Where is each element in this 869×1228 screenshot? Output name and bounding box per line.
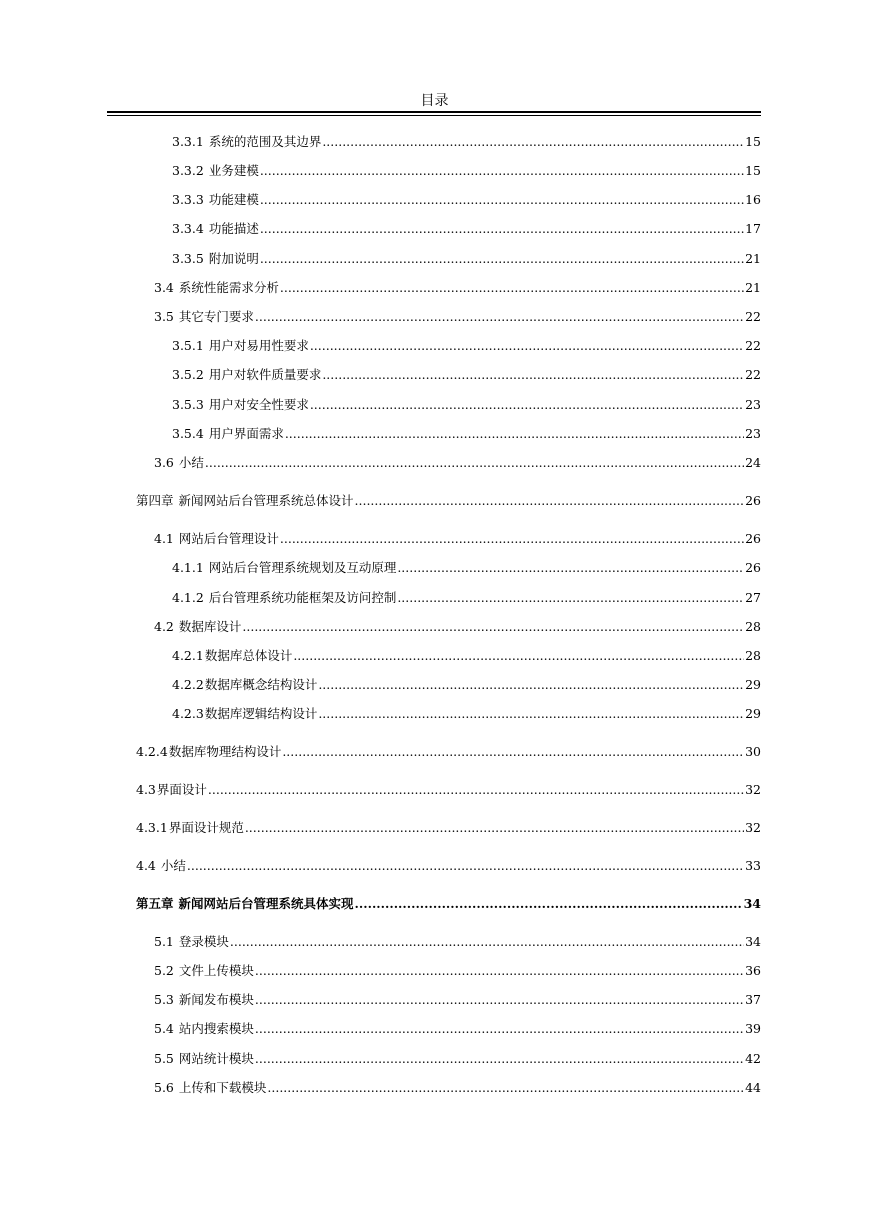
toc-entry-3-3-5[interactable]: 3.3.5 附加说明 ..... 21 — [172, 250, 761, 268]
header-rule-thin — [107, 115, 761, 116]
toc-entry-3-3-2[interactable]: 3.3.2 业务建模 ..... 15 — [172, 162, 761, 180]
toc-entry-5-2[interactable]: 5.2 文件上传模块 ..... 36 — [154, 962, 761, 980]
leader-dots — [397, 559, 744, 577]
toc-entry-5-1[interactable]: 5.1 登录模块 ..... 34 — [154, 933, 761, 951]
toc-entry-3-3-1[interactable]: 3.3.1 系统的范围及其边界 ..... 15 — [172, 133, 761, 151]
leader-dots — [322, 366, 744, 384]
toc-entry-4-1-2[interactable]: 4.1.2 后台管理系统功能框架及访问控制 ..... 27 — [172, 589, 761, 607]
leader-dots — [260, 250, 744, 268]
leader-dots — [260, 162, 744, 180]
toc-entry-3-3-3[interactable]: 3.3.3 功能建模 ..... 16 — [172, 191, 761, 209]
header-rule-thick — [107, 111, 761, 113]
toc-entry-3-5-2[interactable]: 3.5.2 用户对软件质量要求 ..... 22 — [172, 366, 761, 384]
leader-dots — [310, 396, 744, 414]
leader-dots — [187, 857, 744, 875]
toc-entry-3-5-1[interactable]: 3.5.1 用户对易用性要求 ..... 22 — [172, 337, 761, 355]
leader-dots — [230, 933, 744, 951]
toc-entry-3-3-4[interactable]: 3.3.4 功能描述 ..... 17 — [172, 220, 761, 238]
toc-entry-5-4[interactable]: 5.4 站内搜索模块 ..... 39 — [154, 1020, 761, 1038]
leader-dots — [318, 676, 744, 694]
toc-entry-3-5-3[interactable]: 3.5.3 用户对安全性要求 ..... 23 — [172, 396, 761, 414]
toc-entry-4-2[interactable]: 4.2 数据库设计 ..... 28 — [154, 618, 761, 636]
leader-dots — [310, 337, 744, 355]
leader-dots — [397, 589, 744, 607]
toc-entry-5-6[interactable]: 5.6 上传和下载模块 ..... 44 — [154, 1079, 761, 1097]
toc-entry-3-5-4[interactable]: 3.5.4 用户界面需求 ..... 23 — [172, 425, 761, 443]
leader-dots — [355, 492, 745, 510]
toc-entry-4-1-1[interactable]: 4.1.1 网站后台管理系统规划及互动原理 ..... 26 — [172, 559, 761, 577]
leader-dots — [255, 1050, 744, 1068]
leader-dots — [260, 191, 744, 209]
toc-entry-4-2-1[interactable]: 4.2.1 数据库总体设计 ..... 28 — [172, 647, 761, 665]
leader-dots — [260, 220, 744, 238]
leader-dots — [293, 647, 744, 665]
leader-dots — [255, 1020, 744, 1038]
leader-dots — [205, 454, 744, 472]
toc-entry-3-5[interactable]: 3.5 其它专门要求 ..... 22 — [154, 308, 761, 326]
toc-entry-4-1[interactable]: 4.1 网站后台管理设计 ..... 26 — [154, 530, 761, 548]
toc-entry-5-3[interactable]: 5.3 新闻发布模块 ..... 37 — [154, 991, 761, 1009]
toc-entry-3-6[interactable]: 3.6 小结 ..... 24 — [154, 454, 761, 472]
leader-dots — [245, 819, 744, 837]
page-title: 目录 — [420, 93, 449, 109]
leader-dots — [280, 279, 744, 297]
leader-dots — [255, 308, 744, 326]
toc-entry-4-3-1[interactable]: 4.3.1 界面设计规范 ..... 32 — [136, 819, 761, 837]
leader-dots — [322, 133, 744, 151]
toc-entry-4-2-2[interactable]: 4.2.2 数据库概念结构设计 ..... 29 — [172, 676, 761, 694]
toc-entry-4-3[interactable]: 4.3 界面设计 ..... 32 — [136, 781, 761, 799]
toc-entry-5-5[interactable]: 5.5 网站统计模块 ..... 42 — [154, 1050, 761, 1068]
toc-entry-chapter-5[interactable]: 第五章 新闻网站后台管理系统具体实现 ..... 34 — [136, 895, 761, 913]
toc-entry-4-2-4[interactable]: 4.2.4 数据库物理结构设计 ..... 30 — [136, 743, 761, 761]
leader-dots — [208, 781, 744, 799]
toc-entry-3-4[interactable]: 3.4 系统性能需求分析 ..... 21 — [154, 279, 761, 297]
toc-entry-chapter-4[interactable]: 第四章 新闻网站后台管理系统总体设计 ..... 26 — [136, 492, 761, 510]
leader-dots — [242, 618, 744, 636]
toc-entry-4-4[interactable]: 4.4 小结 ..... 33 — [136, 857, 761, 875]
leader-dots — [355, 895, 743, 913]
leader-dots — [267, 1079, 744, 1097]
leader-dots — [282, 743, 744, 761]
leader-dots — [280, 530, 744, 548]
leader-dots — [255, 962, 744, 980]
leader-dots — [318, 705, 744, 723]
leader-dots — [255, 991, 744, 1009]
leader-dots — [285, 425, 744, 443]
toc-entry-4-2-3[interactable]: 4.2.3 数据库逻辑结构设计 ..... 29 — [172, 705, 761, 723]
